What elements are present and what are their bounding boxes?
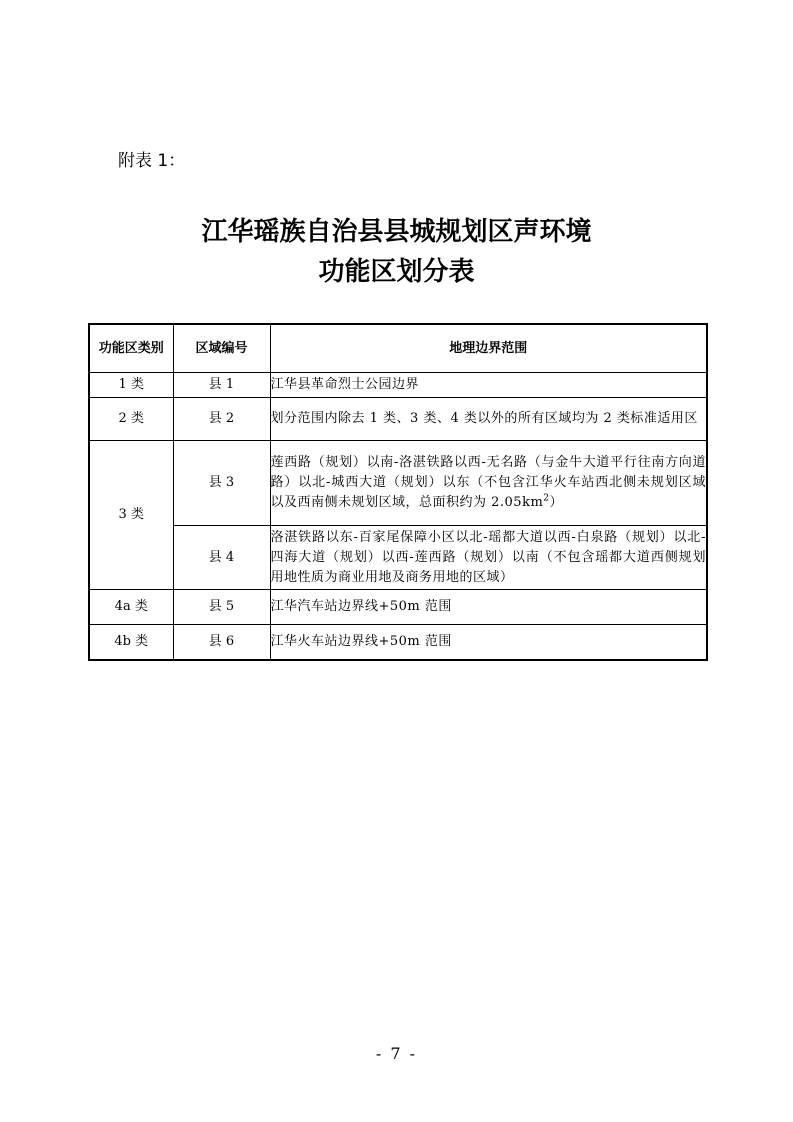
noise-zone-table — [88, 323, 708, 661]
table-row — [89, 526, 707, 590]
zone-id-cell: 县 1 — [173, 373, 270, 398]
header-category: 功能区类别 — [89, 324, 173, 373]
boundary-cell: 洛湛铁路以东-百家尾保障小区以北-瑶都大道以西-白泉路（规划）以北-四海大道（规划）以西-莲西路（规划）以南（不包含瑶都大道西侧规划用地性质为商业用地及商务用地的区域） — [270, 526, 707, 590]
zone-id-cell: 县 6 — [173, 625, 270, 661]
document-title-line-2: 功能区划分表 — [318, 257, 475, 287]
category-cell: 1 类 — [89, 373, 173, 398]
header-boundary: 地理边界范围 — [270, 324, 707, 373]
boundary-cell: 江华火车站边界线+50m 范围 — [270, 625, 707, 661]
category-cell: 4b 类 — [89, 625, 173, 661]
boundary-cell: 江华汽车站边界线+50m 范围 — [270, 590, 707, 625]
page-number: - 7 - — [375, 1044, 418, 1063]
area-unit-superscript: 2 — [543, 493, 550, 504]
zone-id-cell: 县 5 — [173, 590, 270, 625]
category-cell: 4a 类 — [89, 590, 173, 625]
zone-id-cell: 县 4 — [173, 526, 270, 590]
header-zone-id: 区域编号 — [173, 324, 270, 373]
table-row — [89, 441, 707, 526]
zone-id-cell: 县 2 — [173, 398, 270, 441]
appendix-label: 附表 1： — [118, 151, 186, 171]
boundary-cell — [270, 441, 707, 526]
document-title-line-1: 江华瑶族自治县县城规划区声环境 — [201, 217, 592, 247]
table-row — [89, 625, 707, 661]
zone-id-cell: 县 3 — [173, 441, 270, 526]
category-cell: 2 类 — [89, 398, 173, 441]
boundary-cell: 江华县革命烈士公园边界 — [270, 373, 707, 398]
boundary-text-end: ） — [549, 495, 564, 510]
table-row — [89, 373, 707, 398]
table-header-row — [89, 324, 707, 373]
table-row — [89, 398, 707, 441]
table-row — [89, 590, 707, 625]
category-cell: 3 类 — [89, 441, 173, 590]
boundary-cell: 划分范围内除去 1 类、3 类、4 类以外的所有区域均为 2 类标准适用区 — [270, 398, 707, 441]
boundary-text: 莲西路（规划）以南-洛湛铁路以西-无名路（与金牛大道平行往南方向道路）以北-城西大道（规划）以东（不包含江华火车站西北侧未规划区域以及西南侧未规划区域，总面积约为 2.05km — [270, 455, 706, 510]
